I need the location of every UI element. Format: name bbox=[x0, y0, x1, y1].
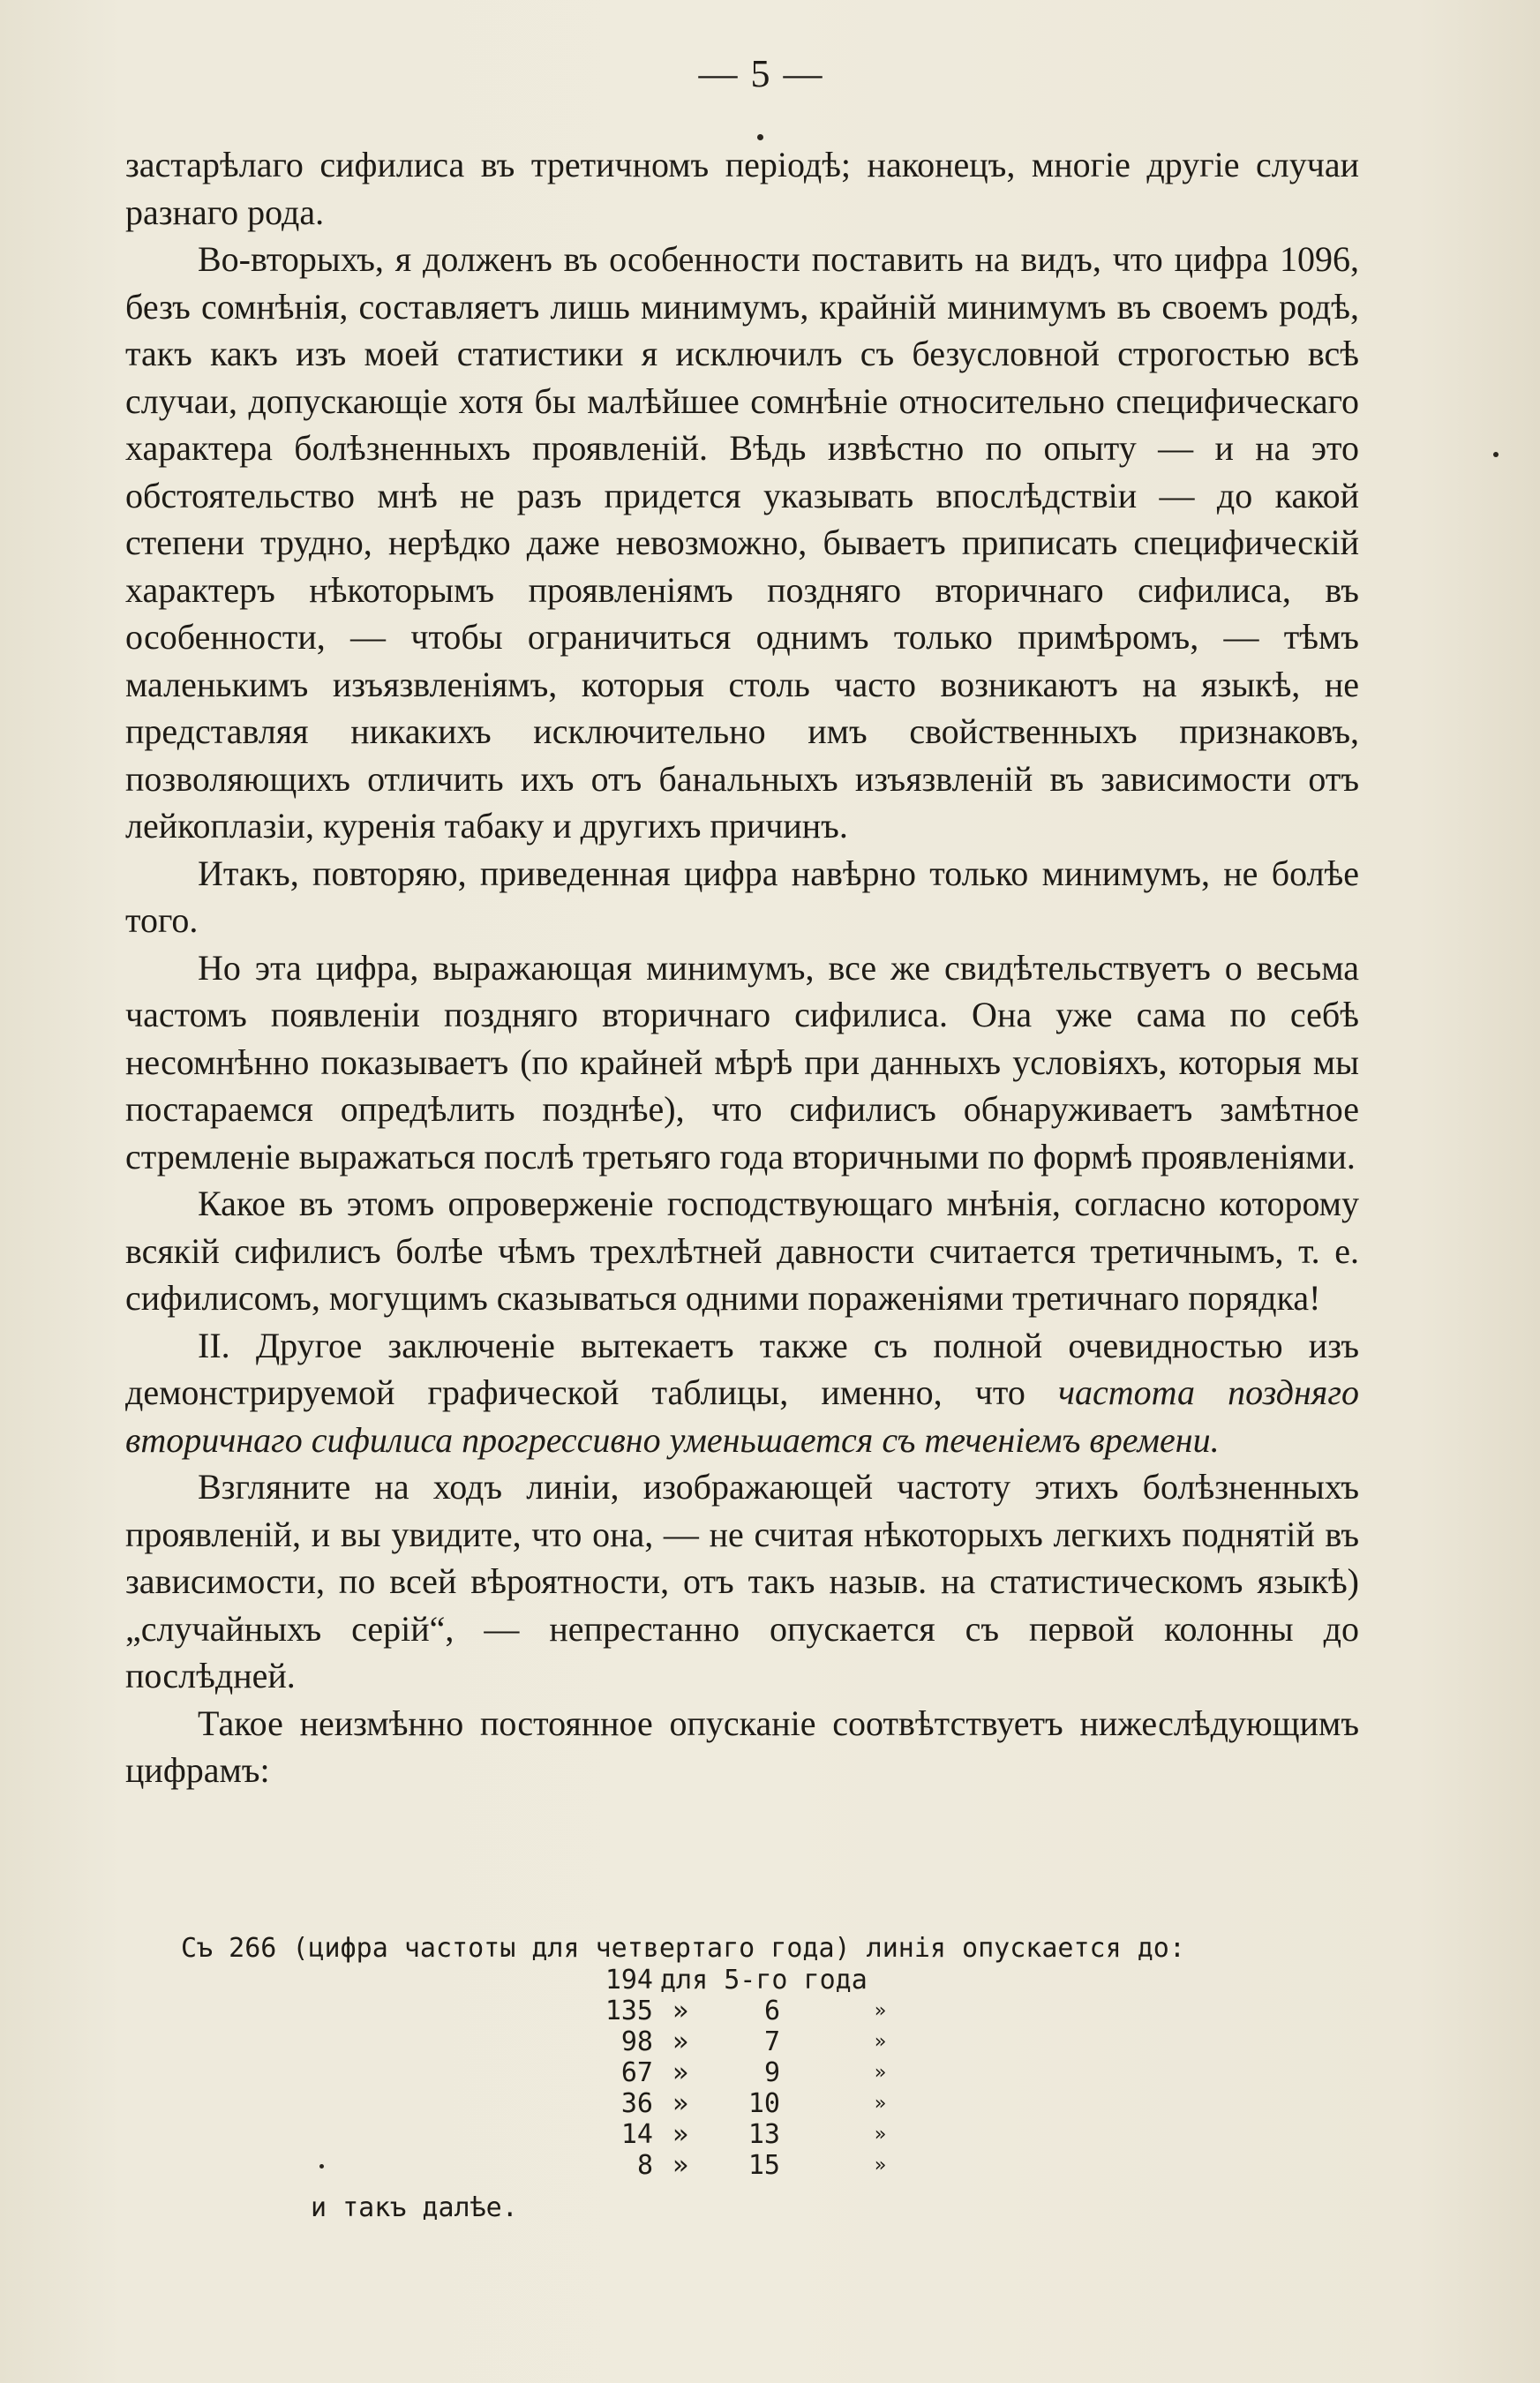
table-row bbox=[574, 2088, 886, 2119]
table-cell-year: 10 bbox=[747, 2088, 780, 2119]
table-outro: и такъ далѣе. bbox=[311, 2192, 518, 2223]
conclusion-ii-italic: частота поздняго вторичнаго сифилиса прогрессивно уменьшается съ теченіемъ времени. bbox=[125, 1372, 1359, 1460]
table-cell-sep: » bbox=[672, 2150, 689, 2181]
ink-speck bbox=[757, 134, 763, 140]
table-header-row bbox=[574, 1965, 886, 1996]
table-cell-sep: » bbox=[672, 2026, 689, 2057]
table-header-value: 194 bbox=[605, 1965, 653, 1996]
table-row bbox=[574, 2057, 886, 2088]
frequency-table bbox=[574, 1965, 886, 2181]
paragraph-4: Но эта цифра, выражающая минимумъ, все же свидѣтельствуетъ о весьма частомъ появленіи поздняго вторичнаго сифилиса. Она уже сама по себѣ несомнѣнно показываетъ (по крайней мѣрѣ при данныхъ условіяхъ, которыя мы постараемся опредѣлить позднѣе), что сифилисъ обнаруживаетъ замѣтное стремленіе выражаться послѣ третьяго года вторичными по формѣ проявленіями. bbox=[125, 947, 1359, 1176]
paragraph-3: Итакъ, повторяю, приведенная цифра навѣрно только минимумъ, не болѣе того. bbox=[125, 853, 1359, 940]
page-number: — 5 — bbox=[698, 52, 824, 95]
table-cell-sep: » bbox=[672, 2088, 689, 2119]
table-cell-tail: » bbox=[874, 2093, 886, 2115]
table-row bbox=[574, 2119, 886, 2150]
table-cell-tail: » bbox=[874, 2000, 886, 2022]
table-cell-value: 98 bbox=[620, 2026, 653, 2057]
paragraph-7: Взгляните на ходъ линіи, изображающей частоту этихъ болѣзненныхъ проявленій, и вы увидите, что она, — не считая нѣкоторыхъ легкихъ поднятій въ зависимости, по всей вѣроятности, отъ такъ назыв. на статистическомъ языкѣ) „случайныхъ серій“, — непрестанно опускается съ первой колонны до послѣдней. bbox=[125, 1467, 1359, 1695]
body-text bbox=[125, 141, 1359, 1794]
table-cell-year: 7 bbox=[763, 2026, 780, 2057]
conclusion-ii-text: II. Другое заключеніе вытекаетъ также съ полной очевидностью изъ демонстрируемой графической таблицы, именно, что bbox=[125, 1325, 1359, 1412]
table-cell-tail: » bbox=[874, 2062, 886, 2084]
table-cell-tail: » bbox=[874, 2031, 886, 2053]
paragraph-8: Такое неизмѣнно постоянное опусканіе соотвѣтствуетъ нижеслѣдующимъ цифрамъ: bbox=[125, 1703, 1359, 1790]
table-intro: Съ 266 (цифра частоты для четвертаго года) линія опускается до: bbox=[181, 1933, 1185, 1964]
table-cell-sep: » bbox=[672, 1996, 689, 2026]
table-cell-tail: » bbox=[874, 2154, 886, 2176]
table-row bbox=[574, 2150, 886, 2181]
ink-speck bbox=[1493, 452, 1499, 457]
table-row bbox=[574, 1996, 886, 2026]
table-cell-value: 8 bbox=[636, 2150, 653, 2181]
table-cell-value: 135 bbox=[605, 1996, 653, 2026]
ink-speck bbox=[319, 2164, 324, 2169]
table-cell-tail: » bbox=[874, 2124, 886, 2146]
table-cell-sep: » bbox=[672, 2057, 689, 2088]
paragraph-1: застарѣлаго сифилиса въ третичномъ періодѣ; наконецъ, многіе другіе случаи разнаго рода. bbox=[125, 145, 1359, 232]
table-cell-year: 15 bbox=[747, 2150, 780, 2181]
table-header-text: для 5-го года bbox=[660, 1965, 868, 1996]
paragraph-5: Какое въ этомъ опроверженіе господствующаго мнѣнія, согласно которому всякій сифилисъ болѣе чѣмъ трехлѣтней давности считается третичнымъ, т. е. сифилисомъ, могущимъ сказываться одними пораженіями третичнаго порядка! bbox=[125, 1184, 1359, 1318]
table-cell-value: 67 bbox=[620, 2057, 653, 2088]
table-cell-value: 36 bbox=[620, 2088, 653, 2119]
paragraph-conclusion-ii bbox=[125, 1322, 1359, 1464]
paragraph-2: Во-вторыхъ, я долженъ въ особенности поставить на видъ, что цифра 1096, безъ сомнѣнія, составляетъ лишь минимумъ, крайній минимумъ въ своемъ родѣ, такъ какъ изъ моей статистики я исключилъ съ безусловной строгостью всѣ случаи, допускающіе хотя бы малѣйшее сомнѣніе относительно специфическаго характера болѣзненныхъ проявленій. Вѣдь извѣстно по опыту — и на это обстоятельство мнѣ не разъ придется указывать впослѣдствіи — до какой степени трудно, нерѣдко даже невозможно, бываетъ приписать специфическій характеръ нѣкоторымъ проявленіямъ поздняго вторичнаго сифилиса, въ особенности, — чтобы ограничиться однимъ только примѣромъ, — тѣмъ маленькимъ изъязвленіямъ, которыя столь часто возникаютъ на языкѣ, не представляя никакихъ исключительно имъ свойственныхъ признаковъ, позволяющихъ отличить ихъ отъ банальныхъ изъязвленій въ зависимости отъ лейкоплазіи, куренія табаку и другихъ причинъ. bbox=[125, 239, 1359, 846]
table-row bbox=[574, 2026, 886, 2057]
table-cell-year: 13 bbox=[747, 2119, 780, 2150]
table-cell-year: 9 bbox=[763, 2057, 780, 2088]
table-cell-year: 6 bbox=[763, 1996, 780, 2026]
table-cell-sep: » bbox=[672, 2119, 689, 2150]
table-cell-value: 14 bbox=[620, 2119, 653, 2150]
